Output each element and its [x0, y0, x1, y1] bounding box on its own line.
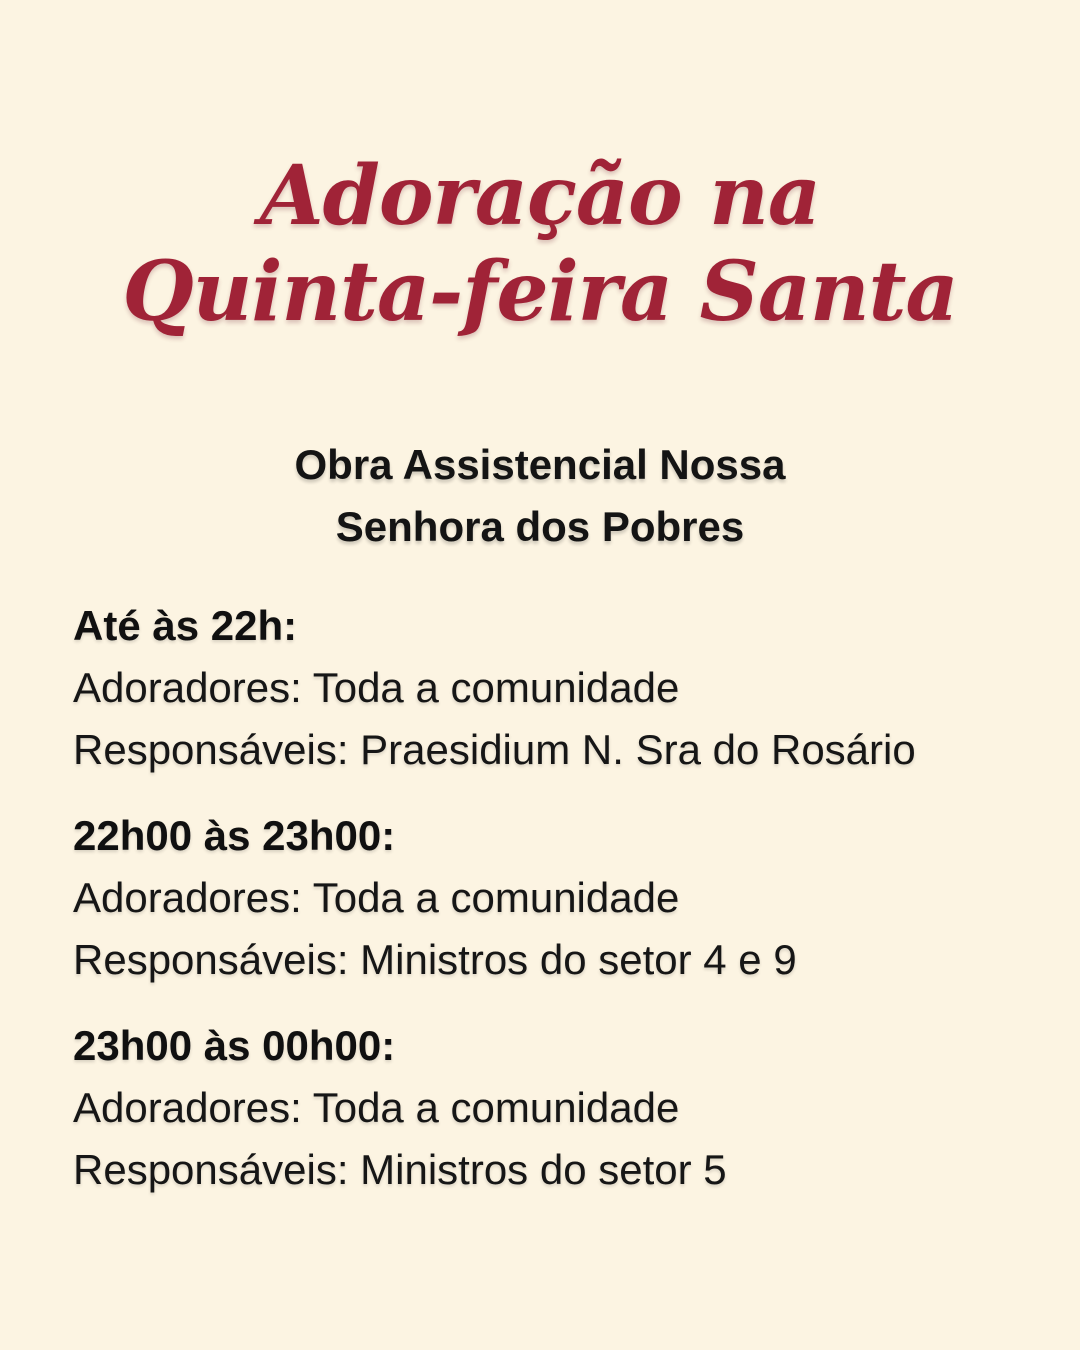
responsaveis-line: Responsáveis: Ministros do setor 5 [73, 1146, 727, 1193]
schedule-block-1 [73, 595, 1040, 781]
subtitle-line-2: Senhora dos Pobres [335, 503, 745, 550]
title-line-2: Quinta-feira Santa [122, 244, 958, 340]
adoradores-line: Adoradores: Toda a comunidade [73, 1084, 680, 1131]
schedule-block-2 [73, 805, 1040, 991]
responsaveis-line: Responsáveis: Praesidium N. Sra do Rosário [73, 726, 916, 773]
time-heading: 23h00 às 00h00: [73, 1022, 396, 1069]
responsaveis-line: Responsáveis: Ministros do setor 4 e 9 [73, 936, 797, 983]
adoradores-line: Adoradores: Toda a comunidade [73, 874, 680, 921]
title-line-1: Adoração na [259, 148, 821, 244]
schedule-block-3 [73, 1015, 1040, 1201]
time-heading: 22h00 às 23h00: [73, 812, 396, 859]
adoradores-line: Adoradores: Toda a comunidade [73, 664, 680, 711]
subtitle-line-1: Obra Assistencial Nossa [294, 441, 786, 488]
schedule-list [73, 595, 1040, 1225]
subtitle [0, 434, 1080, 558]
page-title [0, 148, 1080, 340]
time-heading: Até às 22h: [73, 602, 298, 649]
